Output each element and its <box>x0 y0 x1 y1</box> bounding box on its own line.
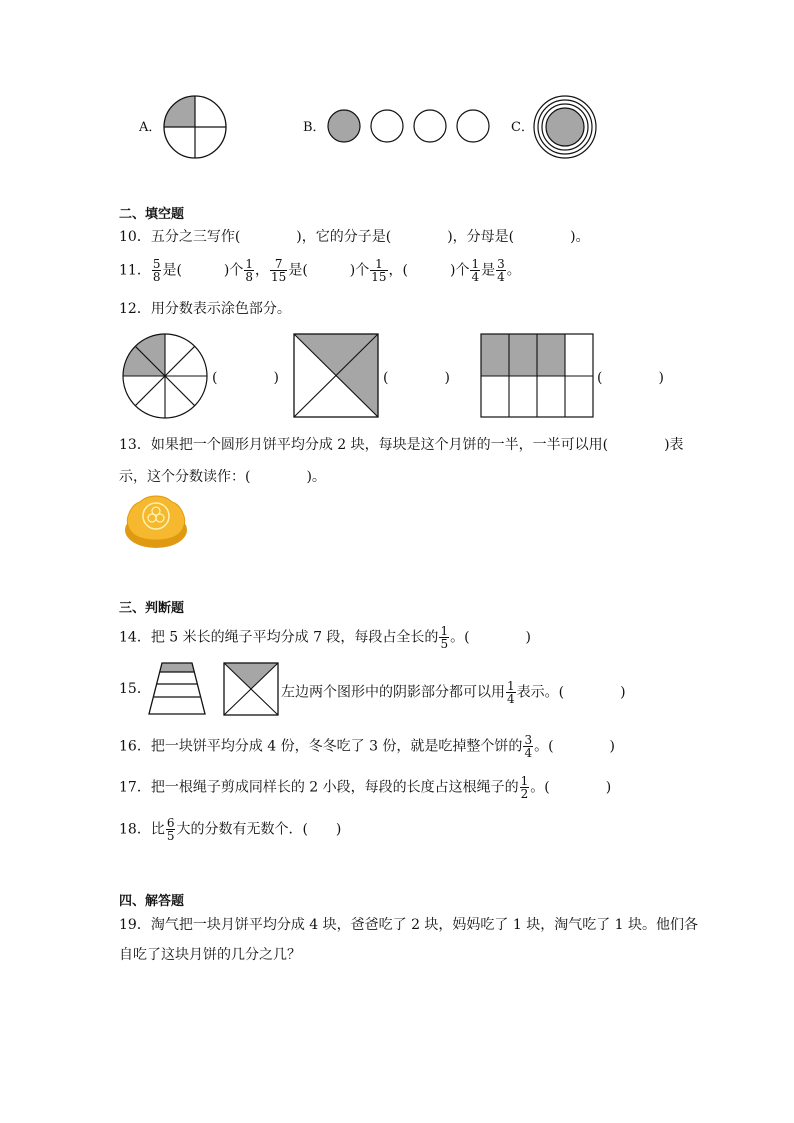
fraction-1-4: $\frac{1}{4}$ <box>507 679 515 706</box>
question-16 <box>119 734 615 759</box>
mooncake-icon <box>122 494 190 552</box>
fraction-1-15: $\frac{1}{15}$ <box>371 257 387 284</box>
q16-end: 。( ) <box>534 738 616 755</box>
question-10: 10．五分之三写作( )，它的分子是( )，分母是( )。 <box>119 229 590 245</box>
fraction-3-4: $\frac{3}{4}$ <box>497 257 505 284</box>
fraction-1-2: $\frac{1}{2}$ <box>520 774 529 801</box>
question-17 <box>119 775 611 800</box>
q11-text-1: 是( )个 <box>162 262 244 279</box>
q15-number: 15． <box>119 681 151 697</box>
option-a-label: A． <box>139 120 162 135</box>
option-b-figure <box>327 108 491 146</box>
section-title-answer: 四、解答题 <box>119 894 185 909</box>
fraction-7-15: $\frac{7}{15}$ <box>271 257 287 284</box>
fraction-1-8: $\frac{1}{8}$ <box>245 257 254 284</box>
q14-end: 。( ) <box>450 629 532 646</box>
q11-text-5: 是 <box>481 262 496 279</box>
square-x-figure <box>223 662 281 718</box>
option-b-label: B． <box>303 120 326 135</box>
fraction-5-8: $\frac{5}{8}$ <box>152 257 161 284</box>
option-a-figure <box>163 95 229 159</box>
square-triangles-figure <box>293 333 381 419</box>
question-13-line-2: 示，这个分数读作：( )。 <box>119 469 326 485</box>
option-c-figure <box>533 95 599 159</box>
question-12: 12．用分数表示涂色部分。 <box>119 301 291 317</box>
section-title-true-false: 三、判断题 <box>119 601 185 616</box>
q17-text: 17．把一根绳子剪成同样长的 2 小段，每段的长度占这根绳子的 <box>119 779 519 796</box>
q14-text: 14．把 5 米长的绳子平均分成 7 段，每段占全长的 <box>119 629 439 646</box>
fraction-1-4: $\frac{1}{4}$ <box>471 257 480 284</box>
q15-end: 表示。( ) <box>516 684 626 701</box>
q12-blank-3[interactable]: ( ) <box>597 370 664 386</box>
q15-text: 左边两个图形中的阴影部分都可以用 <box>281 684 505 701</box>
q11-text-4: ，( )个 <box>388 262 470 279</box>
q12-blank-1[interactable]: ( ) <box>212 370 279 386</box>
question-19-line-1: 19．淘气把一块月饼平均分成 4 块，爸爸吃了 2 块，妈妈吃了 1 块，淘气吃了 1 块。他们各 <box>119 917 699 933</box>
question-15 <box>281 680 626 705</box>
q11-number: 11． <box>119 262 151 279</box>
question-19-line-2: 自吃了这块月饼的几分之几？ <box>119 947 301 963</box>
question-11 <box>119 258 521 283</box>
q11-text-2: ， <box>255 262 270 279</box>
fraction-6-5: $\frac{6}{5}$ <box>166 816 175 843</box>
option-c-label: C． <box>511 120 534 135</box>
question-18 <box>119 817 341 842</box>
fraction-1-5: $\frac{1}{5}$ <box>440 624 449 651</box>
q18-text: 18．比 <box>119 821 165 838</box>
question-14 <box>119 625 531 650</box>
q11-text-6: 。 <box>506 262 521 279</box>
q16-text: 16．把一块饼平均分成 4 份，冬冬吃了 3 份，就是吃掉整个饼的 <box>119 738 523 755</box>
section-title-fill-in: 二、填空题 <box>119 207 185 222</box>
circle-eighths-figure <box>122 333 210 421</box>
q11-text-3: 是( )个 <box>288 262 370 279</box>
q17-end: 。( ) <box>530 779 612 796</box>
fraction-3-4: $\frac{3}{4}$ <box>524 733 533 760</box>
trapezoid-figure <box>148 662 208 718</box>
q18-end: 大的分数有无数个．( ) <box>176 821 342 838</box>
q12-blank-2[interactable]: ( ) <box>383 370 450 386</box>
question-13-line-1: 13．如果把一个圆形月饼平均分成 2 块，每块是这个月饼的一半，一半可以用( )表 <box>119 437 684 453</box>
grid-rectangle-figure <box>480 333 596 419</box>
